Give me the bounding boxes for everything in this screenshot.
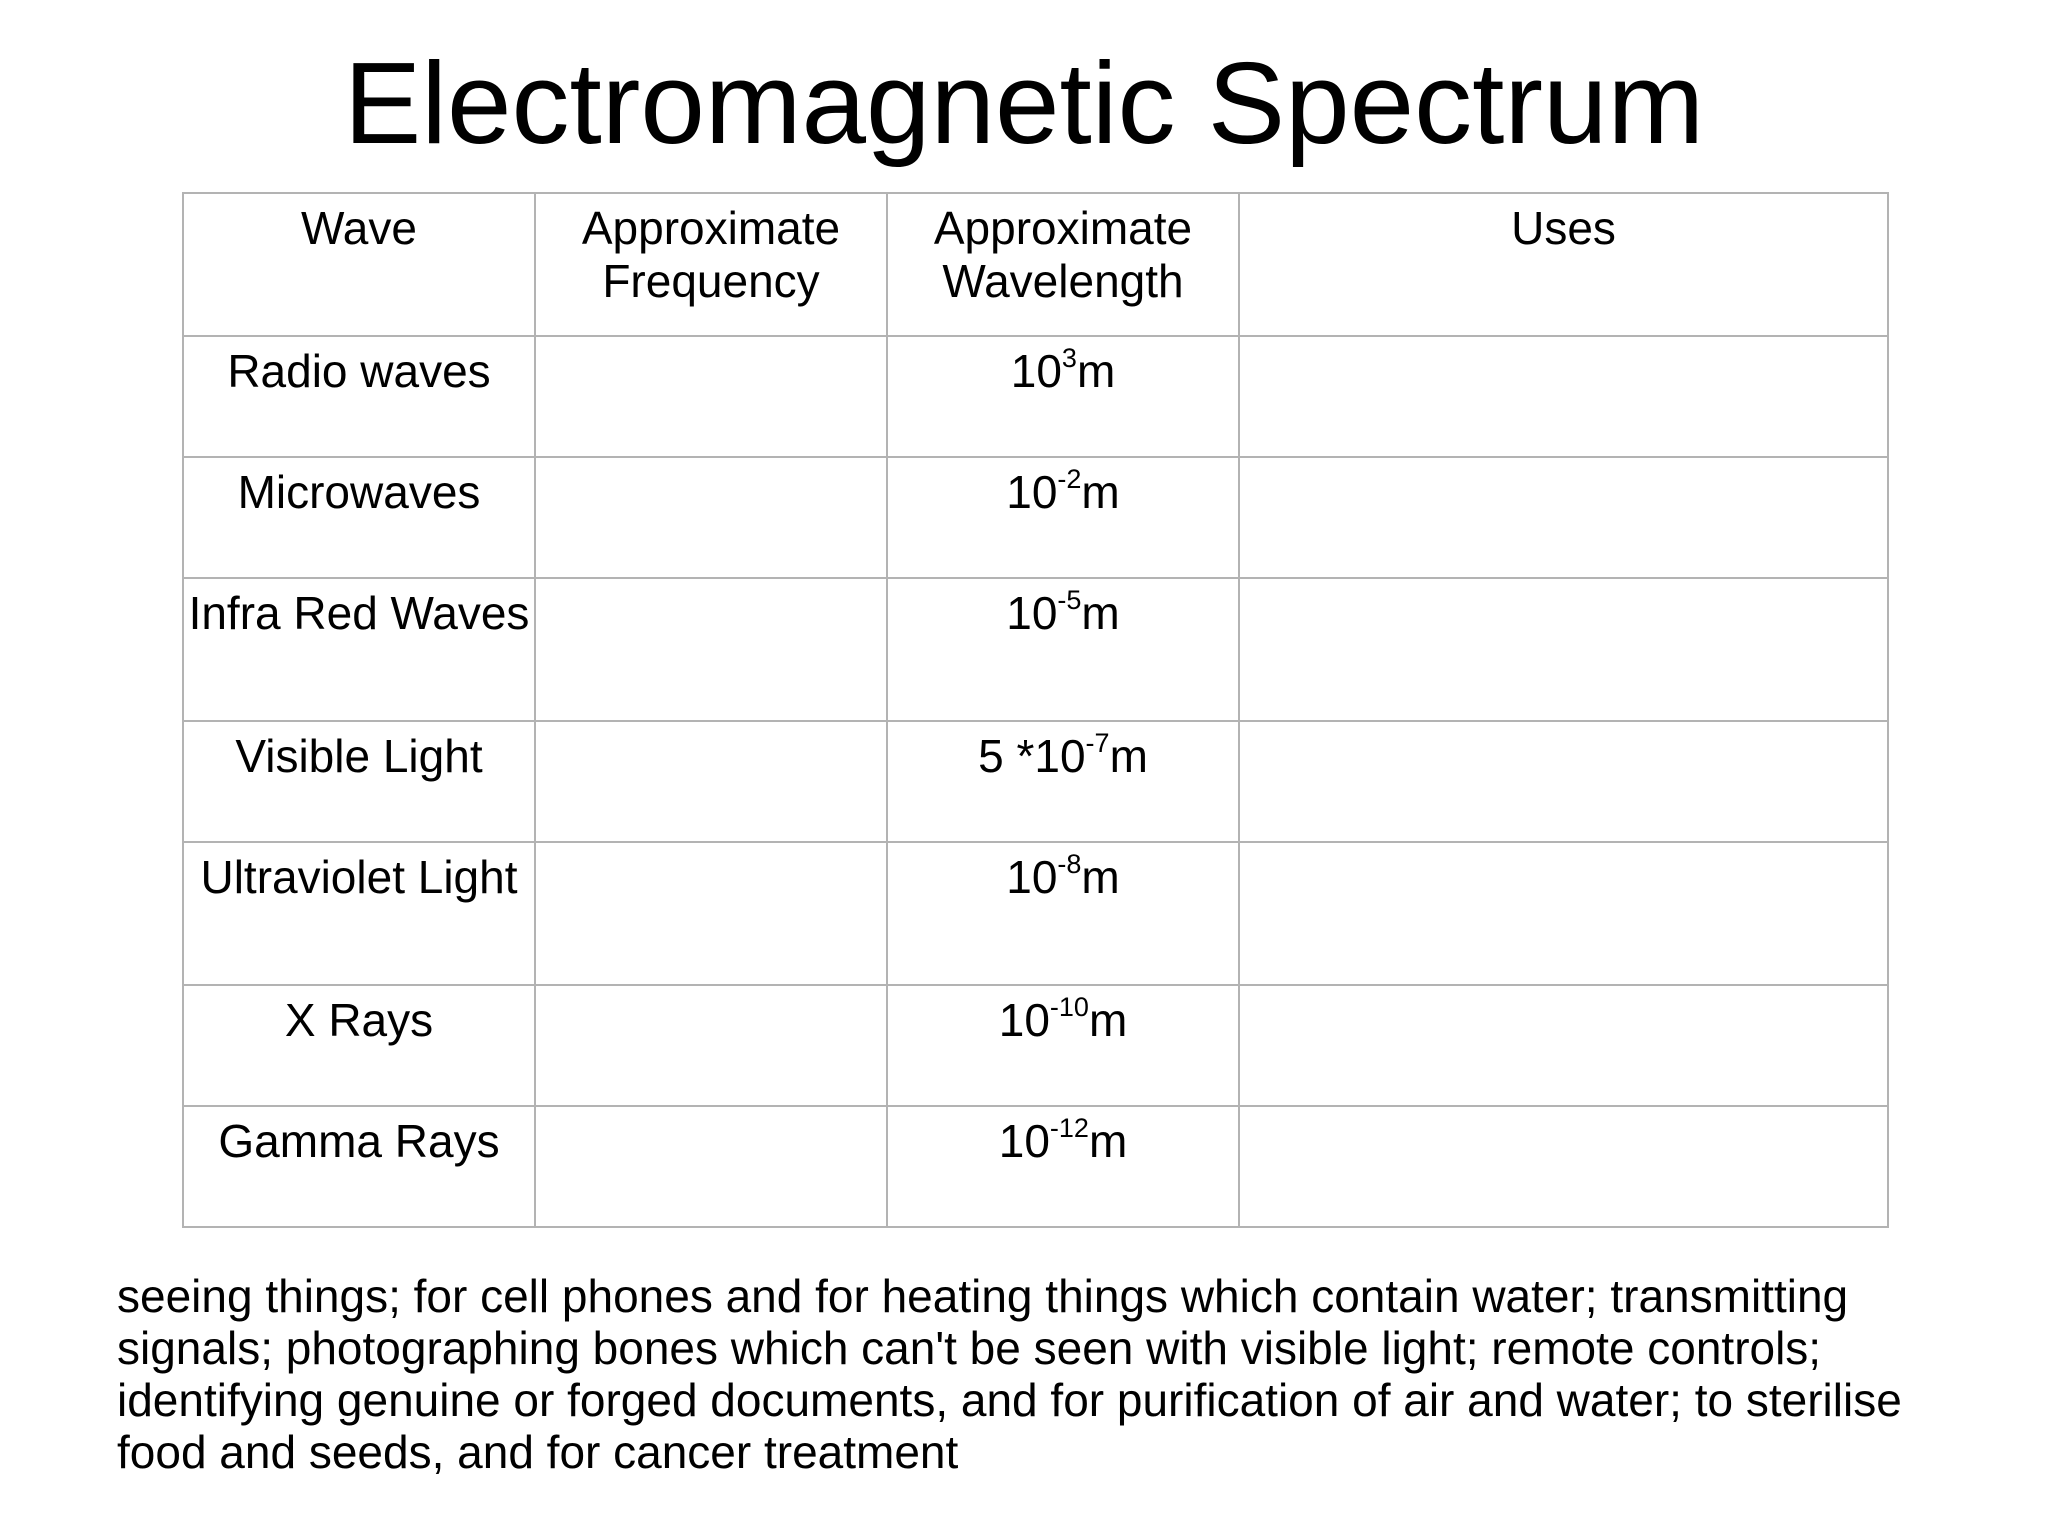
wave-cell: Radio waves: [183, 336, 535, 457]
frequency-cell: [535, 721, 887, 842]
table-row: [183, 1106, 1888, 1227]
wavelength-cell: [887, 721, 1239, 842]
uses-cell: [1239, 457, 1888, 578]
table-row: [183, 336, 1888, 457]
wavelength-base: 10: [1006, 466, 1058, 518]
wavelength-base: 10: [998, 1115, 1050, 1167]
frequency-cell: [535, 1106, 887, 1227]
wavelength-exponent: -2: [1057, 463, 1082, 494]
wavelength-exponent: -5: [1057, 584, 1082, 615]
header-frequency: Approximate Frequency: [535, 193, 887, 336]
wave-cell: X Rays: [183, 985, 535, 1106]
wavelength-cell: [887, 336, 1239, 457]
wavelength-unit: m: [1109, 730, 1148, 782]
table-row: [183, 985, 1888, 1106]
wavelength-unit: m: [1088, 994, 1128, 1046]
header-wave: Wave: [183, 193, 535, 336]
frequency-cell: [535, 336, 887, 457]
wave-cell: Infra Red Waves: [183, 578, 535, 721]
table-row: [183, 842, 1888, 985]
uses-word-bank: seeing things; for cell phones and for heating things which contain water; transmitting signals; photographing bones which can't be seen with visible light; remote controls; identifying genuine or forged documents, and for purification of air and water; to sterilise food and seeds, and for cancer treatment: [117, 1270, 1902, 1478]
frequency-cell: [535, 985, 887, 1106]
table-row: [183, 578, 1888, 721]
wave-cell: Visible Light: [183, 721, 535, 842]
page-title: Electromagnetic Spectrum: [343, 38, 1705, 168]
wavelength-base: 10: [1010, 345, 1062, 397]
uses-cell: [1239, 578, 1888, 721]
wave-cell: Ultraviolet Light: [183, 842, 535, 985]
spectrum-table: [182, 192, 1889, 1228]
wavelength-exponent: 3: [1061, 342, 1077, 373]
wavelength-unit: m: [1088, 1115, 1128, 1167]
wavelength-unit: m: [1081, 587, 1120, 639]
wavelength-base: 10: [998, 994, 1050, 1046]
wavelength-unit: m: [1081, 466, 1120, 518]
frequency-cell: [535, 578, 887, 721]
frequency-cell: [535, 457, 887, 578]
wave-cell: Gamma Rays: [183, 1106, 535, 1227]
table-header-row: [183, 193, 1888, 336]
wavelength-cell: [887, 457, 1239, 578]
wavelength-exponent: -12: [1049, 1112, 1089, 1143]
wavelength-exponent: -8: [1057, 848, 1082, 879]
uses-cell: [1239, 721, 1888, 842]
wavelength-unit: m: [1081, 851, 1120, 903]
wavelength-base: 10: [1006, 587, 1058, 639]
uses-cell: [1239, 336, 1888, 457]
wavelength-exponent: -7: [1085, 727, 1110, 758]
wavelength-cell: [887, 578, 1239, 721]
wavelength-cell: [887, 1106, 1239, 1227]
uses-cell: [1239, 842, 1888, 985]
wave-cell: Microwaves: [183, 457, 535, 578]
header-uses: Uses: [1239, 193, 1888, 336]
header-wavelength: Approximate Wavelength: [887, 193, 1239, 336]
wavelength-base: 5 *10: [978, 730, 1086, 782]
uses-cell: [1239, 985, 1888, 1106]
wavelength-base: 10: [1006, 851, 1058, 903]
wavelength-cell: [887, 985, 1239, 1106]
wavelength-unit: m: [1076, 345, 1116, 397]
frequency-cell: [535, 842, 887, 985]
wavelength-cell: [887, 842, 1239, 985]
uses-cell: [1239, 1106, 1888, 1227]
wavelength-exponent: -10: [1049, 991, 1089, 1022]
table-row: [183, 457, 1888, 578]
table-row: [183, 721, 1888, 842]
